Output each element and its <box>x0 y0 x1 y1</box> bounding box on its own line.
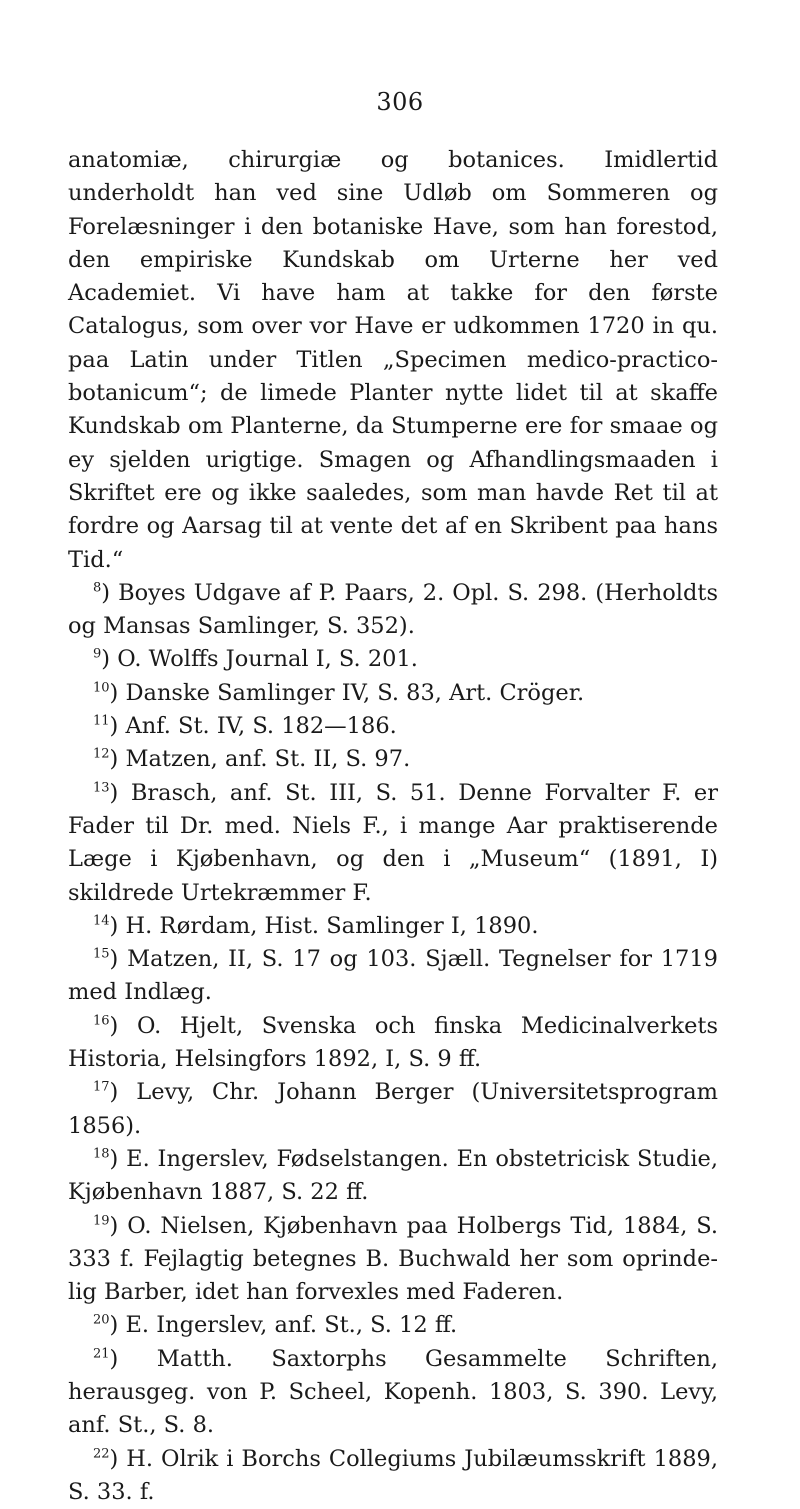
footnote-number: 17 <box>93 1079 110 1095</box>
footnote: $^{11}$) Anf. St. IV, S. 182—186. <box>93 713 397 740</box>
footnote: $^{22}$) H. Olrik i Borchs Collegiums Jubilæumsskrift 1889, S. 33. f. <box>68 1445 718 1505</box>
footnote-text: O. Nielsen, Kjøbenhavn paa Holbergs Tid, 1884, S. 333 f. Fejlagtig betegnes B. Buchwald her som oprindelig Barber, idet han forvexles med Faderen. <box>68 1212 718 1306</box>
footnote-number: 20 <box>93 1312 110 1328</box>
footnote-text: Boyes Udgave af P. Paars, 2. Opl. S. 298. (Herholdts og Mansas Samlinger, S. 352). <box>68 579 718 640</box>
footnote: $^{12}$) Matzen, anf. St. II, S. 97. <box>93 746 411 773</box>
footnote-text: O. Hjelt, Svenska och finska Medicinalverkets Historia, Helsingfors 1892, I, S. 9 ff. <box>68 1012 718 1073</box>
footnote: $^{14}$) H. Rørdam, Hist. Samlinger I, 1890. <box>93 912 539 939</box>
footnote: $^{19}$) O. Nielsen, Kjøbenhavn paa Holbergs Tid, 1884, S. 333 f. Fejlagtig betegnes B. Buchwald her som oprindelig Barber, idet han forvexles med Faderen. <box>68 1212 718 1306</box>
footnote: $^{18}$) E. Ingerslev, Fødselstangen. En obstetricisk Studie, Kjøbenhavn 1887, S. 22 ff. <box>68 1145 718 1206</box>
footnote-text: Brasch, anf. St. III, S. 51. Denne Forvalter F. er Fader til Dr. med. Niels F., i mange Aar praktiserende Læge i Kjøbenhavn, og den i „Museum“ (1891, I) skildrede Urtekræmmer F. <box>68 779 718 906</box>
footnote-number: 15 <box>93 946 110 962</box>
footnote-number: 22 <box>93 1446 110 1462</box>
footnote: $^{20}$) E. Ingerslev, anf. St., S. 12 ff. <box>93 1312 458 1339</box>
footnote: $^{10}$) Danske Samlinger IV, S. 83, Art. Cröger. <box>93 679 585 706</box>
page-number: 306 <box>376 88 424 116</box>
footnote: $^{21}$) Matth. Saxtorphs Gesammelte Schriften, herausgeg. von P. Scheel, Kopenh. 1803, S. 390. Levy, anf. St., S. 8. <box>68 1345 718 1439</box>
footnote: $^{16}$) O. Hjelt, Svenska och finska Medicinalverkets Historia, Helsingfors 1892, I, S. 9 ff. <box>68 1012 718 1073</box>
footnote-text: Levy, Chr. Johann Berger (Universitetsprogram 1856). <box>68 1079 719 1139</box>
footnote-text: E. Ingerslev, Fødselstangen. En obstetricisk Studie, Kjøbenhavn 1887, S. 22 ff. <box>68 1145 718 1206</box>
footnote-number: 16 <box>93 1013 110 1029</box>
footnote-number: 8 <box>93 580 102 596</box>
footnote-text: Anf. St. IV, S. 182—186. <box>125 713 397 740</box>
footnote: $^{15}$) Matzen, II, S. 17 og 103. Sjæll. Tegnelser for 1719 med Indlæg. <box>68 946 718 1006</box>
footnote-text: E. Ingerslev, anf. St., S. 12 ff. <box>125 1312 458 1339</box>
footnote-text: Matzen, II, S. 17 og 103. Sjæll. Tegnelser for 1719 med Indlæg. <box>68 946 718 1006</box>
footnote-text: Danske Samlinger IV, S. 83, Art. Cröger. <box>125 679 585 706</box>
footnote-text: H. Olrik i Borchs Collegiums Jubilæumsskrift 1889, S. 33. f. <box>68 1445 718 1505</box>
footnote-text: Matth. Saxtorphs Gesammelte Schriften, herausgeg. von P. Scheel, Kopenh. 1803, S. 390. Levy, anf. St., S. 8. <box>68 1345 718 1439</box>
footnote-number: 9 <box>93 646 102 662</box>
footnote-number: 10 <box>93 680 110 696</box>
footnote: $^8$) Boyes Udgave af P. Paars, 2. Opl. S. 298. (Herholdts og Mansas Samlinger, S. 352). <box>68 579 718 640</box>
footnote-text: H. Rørdam, Hist. Samlinger I, 1890. <box>125 912 539 939</box>
footnote-text: Matzen, anf. St. II, S. 97. <box>125 746 411 773</box>
footnote-number: 11 <box>93 713 110 729</box>
footnote-number: 14 <box>93 913 110 929</box>
body-paragraph: anatomiæ, chirurgiæ og botanices. Imidlertid underholdt han ved sine Udløb om Sommeren og Forelæsninger i den botaniske Have, som han forestod, den empiriske Kundskab om Urterne her ved Academiet. Vi have ham at takke for den første Catalogus, som over vor Have er udkommen 1720 in qu. paa Latin under Titlen „Specimen medico-practico-botanicum“; de limede Planter nytte lidet til at skaffe Kundskab om Planterne, da Stumperne ere for smaae og ey sjelden urigtige. Smagen og Afhandlingsmaaden i Skriftet ere og ikke saaledes, som man havde Ret til at fordre og Aarsag til at vente det af en Skribent paa hans Tid.“ <box>68 147 718 573</box>
footnote-number: 21 <box>93 1346 110 1362</box>
footnote-text: O. Wolffs Journal I, S. 201. <box>117 646 418 673</box>
footnote-number: 12 <box>93 746 110 762</box>
footnote-number: 18 <box>93 1146 110 1162</box>
text-block <box>68 144 718 1509</box>
footnote-number: 13 <box>93 780 110 796</box>
footnote: $^{17}$) Levy, Chr. Johann Berger (Universitetsprogram 1856). <box>68 1079 719 1139</box>
footnote: $^{13}$) Brasch, anf. St. III, S. 51. Denne Forvalter F. er Fader til Dr. med. Niels F., i mange Aar praktiserende Læge i Kjøbenhavn, og den i „Museum“ (1891, I) skildrede Urtekræmmer F. <box>68 779 718 906</box>
footnote-number: 19 <box>93 1213 110 1228</box>
footnote: $^9$) O. Wolffs Journal I, S. 201. <box>93 646 418 673</box>
